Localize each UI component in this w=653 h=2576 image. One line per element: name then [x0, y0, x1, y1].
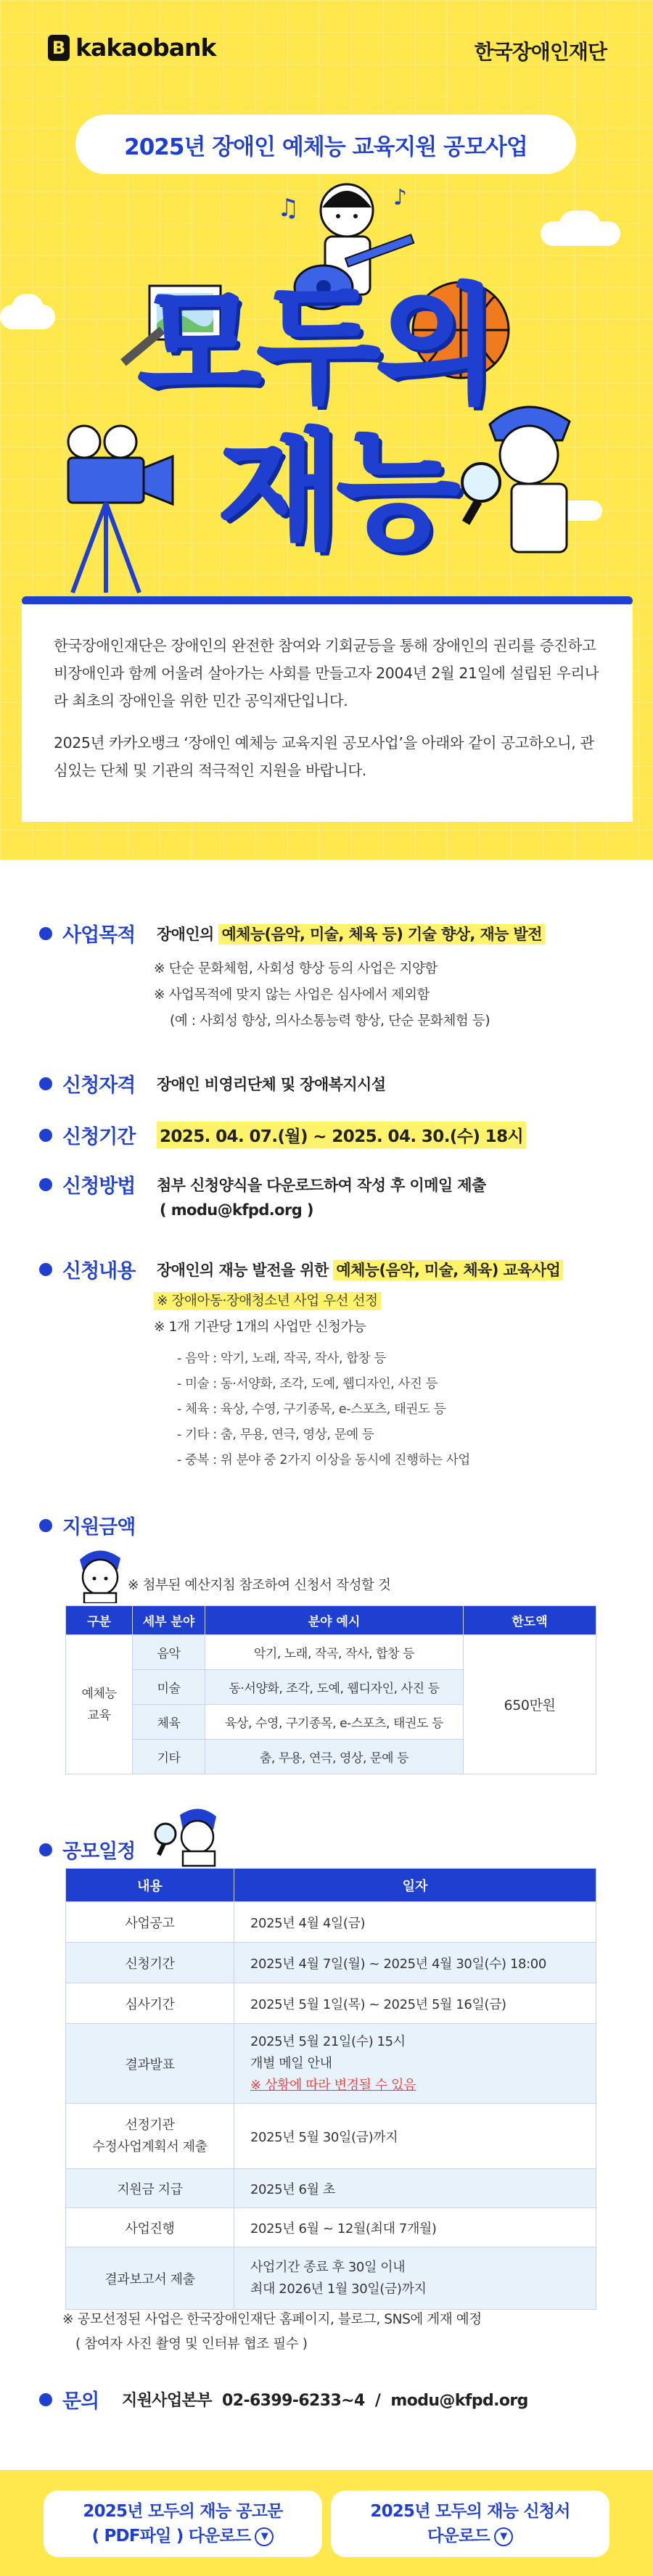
table-row — [66, 2104, 596, 2169]
schedule-date: 2025년 5월 30일(금)까지 — [234, 2104, 596, 2169]
section-title: 지원금액 — [62, 1516, 136, 1539]
download-notice-button[interactable] — [44, 2490, 322, 2557]
funding-example: 악기, 노래, 작곡, 작사, 합창 등 — [205, 1635, 464, 1670]
download-arrow-icon: ▼ — [494, 2527, 513, 2546]
schedule-date: 2025년 6월 ~ 12월(최대 7개월) — [234, 2208, 596, 2247]
intro-paragraph-2: 2025년 카카오뱅크 ‘장애인 예체능 교육지원 공모사업’을 아래와 같이 공고하오니, 관심있는 단체 및 기관의 적극적인 지원을 바랍니다. — [54, 734, 594, 779]
bullet-dot-icon — [39, 1178, 52, 1191]
download-arrow-icon: ▼ — [255, 2527, 274, 2546]
section-title: 문의 — [62, 2390, 99, 2413]
purpose-notes — [154, 956, 618, 1034]
content-body — [157, 1259, 563, 1280]
banner-title: 2025년 장애인 예체능 교육지원 공모사업 — [75, 115, 576, 174]
schedule-date: 2025년 4월 7일(월) ~ 2025년 4월 30일(수) 18:00 — [234, 1943, 596, 1983]
kakaobank-logo — [48, 33, 215, 62]
schedule-item — [66, 2104, 234, 2169]
section-content — [39, 1255, 620, 1283]
table-row — [66, 2024, 596, 2104]
download-application-button[interactable] — [331, 2490, 609, 2557]
section-method — [39, 1170, 620, 1198]
table-header: 일자 — [234, 1869, 596, 1902]
schedule-item: 지원금 지급 — [66, 2169, 234, 2208]
schedule-date: 2025년 6월 초 — [234, 2169, 596, 2208]
schedule-note: ( 참여자 사진 촬영 및 인터뷰 협조 필수 ) — [75, 2337, 308, 2352]
schedule-date — [234, 2024, 596, 2104]
intro-paragraph-1: 한국장애인재단은 장애인의 완전한 참여와 기회균등을 통해 장애인의 권리를 증진하고 비장애인과 함께 어울려 살아가는 사회를 만들고자 2004년 2월 21일에 설립된 우리나라 최초의 장애인을 위한 민간 공익재단입니다. — [54, 637, 599, 709]
hero-banner — [0, 0, 653, 860]
purpose-body-text: 장애인의 — [157, 925, 219, 943]
funding-note: ※ 첨부된 예산지침 참조하여 신청서 작성할 것 — [128, 1578, 391, 1593]
table-row — [66, 1902, 596, 1943]
table-header-row — [66, 1869, 596, 1902]
purpose-highlight: 예체능(음악, 미술, 체육 등) 기술 향상, 재능 발전 — [218, 924, 544, 945]
svg-text:♫: ♫ — [277, 194, 300, 223]
bullet-dot-icon — [39, 1843, 52, 1856]
magnifier-person-icon — [151, 1805, 221, 1867]
funding-field: 기타 — [133, 1740, 205, 1774]
kakaobank-b-icon: B — [48, 35, 70, 61]
schedule-item: 사업진행 — [66, 2208, 234, 2247]
table-header: 한도액 — [464, 1606, 596, 1635]
funding-example: 춤, 무용, 연극, 영상, 문예 등 — [205, 1740, 464, 1774]
schedule-item: 결과보고서 제출 — [66, 2247, 234, 2310]
table-row — [66, 1635, 596, 1670]
hero-title-line1: 모두의 — [138, 272, 496, 421]
section-title: 사업목적 — [62, 924, 136, 947]
field-item: - 음악 : 악기, 노래, 작곡, 작사, 합창 등 — [177, 1351, 386, 1366]
schedule-date: 2025년 5월 1일(목) ~ 2025년 5월 16일(금) — [234, 1983, 596, 2024]
funding-example: 동·서양화, 조각, 도예, 웹디자인, 사진 등 — [205, 1670, 464, 1705]
schedule-note: ※ 공모선정된 사업은 한국장애인재단 홈페이지, 블로그, SNS에 게재 예정 — [62, 2312, 482, 2327]
funding-field: 음악 — [133, 1635, 205, 1670]
footer-downloads — [0, 2470, 653, 2576]
bullet-dot-icon — [39, 927, 52, 940]
table-row — [66, 2169, 596, 2208]
method-body: 첨부 신청양식을 다운로드하여 작성 후 이메일 제출 — [157, 1176, 486, 1194]
schedule-date-line: 사업기간 종료 후 30일 이내 — [250, 2259, 406, 2275]
section-title: 신청내용 — [62, 1260, 136, 1283]
purpose-body — [157, 923, 545, 945]
schedule-item: 사업공고 — [66, 1902, 234, 1943]
method-email[interactable]: ( modu@kfpd.org ) — [160, 1201, 313, 1219]
bullet-dot-icon — [39, 2393, 52, 2406]
section-schedule — [39, 1835, 620, 1864]
funding-example: 육상, 수영, 구기종목, e-스포츠, 태권도 등 — [205, 1705, 464, 1740]
purpose-note: ※ 단순 문화체험, 사회성 향상 등의 사업은 지양함 — [154, 961, 438, 976]
kakaobank-logo-text: kakaobank — [75, 33, 216, 62]
schedule-table — [65, 1868, 596, 2310]
field-item: - 기타 : 춤, 무용, 연극, 영상, 문예 등 — [177, 1428, 374, 1442]
magnifier-person-icon — [453, 395, 599, 569]
intro-box — [22, 604, 633, 822]
table-header: 분야 예시 — [205, 1606, 464, 1635]
content-body-text: 장애인의 재능 발전을 위한 — [157, 1261, 334, 1279]
person-pointing-icon — [70, 1545, 129, 1603]
table-row — [66, 1983, 596, 2024]
contact-body: 지원사업본부 02-6399-6233~4 / modu@kfpd.org — [122, 2392, 528, 2410]
download-button-label: 다운로드 — [427, 2527, 490, 2546]
table-row — [66, 2208, 596, 2247]
content-note-priority: ※ 장애아동·장애청소년 사업 우선 선정 — [154, 1292, 381, 1310]
funding-category: 예체능 교육 — [66, 1635, 133, 1774]
section-eligibility — [39, 1069, 620, 1098]
section-title: 공모일정 — [62, 1840, 136, 1863]
schedule-date — [234, 2247, 596, 2310]
table-header: 내용 — [66, 1869, 234, 1902]
schedule-change-note: ※ 상황에 따라 변경될 수 있음 — [250, 2077, 416, 2093]
funding-limit: 650만원 — [464, 1635, 596, 1774]
download-button-label: ( PDF파일 ) 다운로드 — [91, 2527, 251, 2546]
schedule-date-line: 2025년 5월 21일(수) 15시 — [250, 2033, 406, 2049]
section-purpose — [39, 919, 620, 947]
table-header: 세부 분야 — [133, 1606, 205, 1635]
content-notes — [154, 1288, 618, 1341]
content-highlight: 예체능(음악, 미술, 체육) 교육사업 — [333, 1260, 563, 1280]
schedule-item: 결과발표 — [66, 2024, 234, 2104]
content-field-list — [177, 1346, 612, 1473]
schedule-item-line: 선정기관 — [125, 2117, 175, 2133]
content-note-limit: ※ 1개 기관당 1개의 사업만 신청가능 — [154, 1320, 366, 1335]
cloud-icon — [12, 294, 44, 323]
table-header-row — [66, 1606, 596, 1635]
funding-field: 체육 — [133, 1705, 205, 1740]
eligibility-body: 장애인 비영리단체 및 장애복지시설 — [157, 1075, 386, 1093]
field-item: - 체육 : 육상, 수영, 구기종목, e-스포츠, 태권도 등 — [177, 1402, 446, 1417]
schedule-notes — [62, 2308, 614, 2357]
schedule-date-line: 개별 메일 안내 — [250, 2055, 332, 2071]
section-title: 신청방법 — [62, 1175, 136, 1198]
download-button-label: 2025년 모두의 재능 신청서 — [370, 2502, 570, 2521]
schedule-date-line: 최대 2026년 1월 30일(금)까지 — [250, 2281, 427, 2297]
field-item: - 미술 : 동·서양화, 조각, 도예, 웹디자인, 사진 등 — [177, 1377, 438, 1391]
section-period — [39, 1121, 620, 1149]
kfpd-logo — [475, 36, 607, 65]
bullet-dot-icon — [39, 1263, 52, 1276]
field-item: - 중복 : 위 분야 중 2가지 이상을 동시에 진행하는 사업 — [177, 1453, 470, 1468]
section-contact — [39, 2385, 620, 2414]
schedule-item-line: 수정사업계획서 제출 — [92, 2139, 208, 2155]
funding-field: 미술 — [133, 1670, 205, 1705]
schedule-date: 2025년 4월 4일(금) — [234, 1902, 596, 1943]
bullet-dot-icon — [39, 1519, 52, 1532]
svg-text:♪: ♪ — [393, 185, 408, 210]
cloud-icon — [559, 210, 601, 242]
purpose-note: (예 : 사회성 향상, 의사소통능력 향상, 단순 문화체험 등) — [170, 1013, 490, 1029]
kfpd-logo-text: 한국장애인재단 — [474, 40, 607, 64]
bullet-dot-icon — [39, 1077, 52, 1090]
bullet-dot-icon — [39, 1129, 52, 1142]
hero-title-line2: 재능 — [218, 417, 456, 566]
section-funding — [39, 1511, 620, 1539]
download-button-label: 2025년 모두의 재능 공고문 — [83, 2502, 283, 2521]
film-camera-icon — [51, 424, 189, 598]
purpose-note: ※ 사업목적에 맞지 않는 사업은 심사에서 제외함 — [154, 987, 430, 1003]
period-body: 2025. 04. 07.(월) ~ 2025. 04. 30.(수) 18시 — [157, 1122, 526, 1148]
table-header: 구분 — [66, 1606, 133, 1635]
section-title: 신청자격 — [62, 1074, 136, 1097]
schedule-item: 신청기간 — [66, 1943, 234, 1983]
schedule-item: 심사기간 — [66, 1983, 234, 2024]
funding-table — [65, 1605, 596, 1774]
table-row — [66, 1943, 596, 1983]
section-title: 신청기간 — [62, 1126, 136, 1148]
table-row — [66, 2247, 596, 2310]
